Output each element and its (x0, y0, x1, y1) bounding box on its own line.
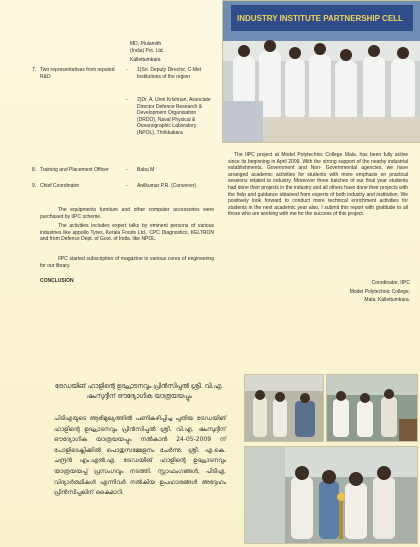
photo-image (223, 1, 420, 142)
member-company: (India) Pvt. Ltd. (130, 47, 164, 54)
list-label: Chief Coordinator (40, 183, 80, 189)
photo-image (327, 375, 417, 441)
list-number: 8. (32, 167, 37, 173)
conclusion-paragraph: The IIPC project at Model Polytechnic College Mala, has been fully active since its beginning in April 2009. With the strong support of the nearby industrial establishments, Government and Non- Governmental agencies, we have arranged academic activities for students with more emphasis on practical sessions related to industry. Moreover three batches of our final year students had done their projects in the industry and all others have done their projects with the help and guidance obtained from experts of both industry and institution. We positively look forward to conduct more technical enrichment activities for students in the next academic year also. I submit this report with gratitude to all those who are working with me for the success of this project. (228, 152, 408, 218)
photo-image (245, 447, 417, 543)
malayalam-body: പിടിഎയുടെ ആഭിമുഖ്യത്തിൽ പണികഴിപ്പിച്ച പുതിയ ട്രേഡയിങ് ഹാളിന്റെ ഉദ്ഘാടനവും പ്രിൻസിപ്പൽ ശ്രീ. വി.എ. ഷംസുദ്ദീന് ഔദ്യോഗിക യാത്രയയപ്പും നൽകാൻ 24-05-2009 ന് പോളിടെക്നിക്കിൽ പൊതുസമ്മേളനം ചേർന്നു. ശ്രീ. എ.കെ. ചന്ദ്രൻ എം.എൽ.എ. ട്രേഡയിങ് ഹാളിന്റെ ഉദ്ഘാടനവും യാത്രയയപ്പ് പ്രസംഗവും നടത്തി. സ്റ്റാഫംഗങ്ങൾ, പിടിഎ, വിദ്യാർത്ഥികൾ എന്നിവർ നൽകിയ ഉപഹാരങ്ങൾ അദ്ദേഹം പ്രിൻസിപ്പലിന് കൈമാറി. (54, 415, 226, 497)
list-label: Training and Placement Officer (40, 167, 109, 173)
paragraph: IIPC started subscription of magazine in various cores of engineering for our library. (40, 256, 214, 269)
photo-stage-1 (244, 374, 324, 442)
member-place: Kallettumkara (130, 57, 161, 64)
list-value: Babu M (137, 167, 155, 173)
signature-place: Mala, Kallettumkara. (364, 297, 410, 304)
banner-text: INDUSTRY INSTITUTE PARTNERSHIP CELL (237, 14, 403, 23)
signature-role: Coordinator, IIPC (371, 280, 410, 286)
list-value: 1)Sri. Deputy Director, C-Met Institutions of the region (137, 67, 202, 80)
list-number: 9. (32, 183, 37, 189)
list-number: 7. (32, 67, 37, 73)
photo-stage-2 (326, 374, 418, 442)
list-dash: - (126, 67, 128, 73)
signature-block (300, 280, 410, 304)
list-item-6-continued (130, 41, 164, 64)
list-dash: - (126, 97, 128, 103)
list-dash: - (126, 167, 128, 173)
paragraph: The activities includes expert talks by eminent persons of various industries like appollo Tyres, Kerala Foods Ltd., CPC Diagnostics, KELTRON and from Defence Dept. of Govt. of India, like NPOL. (40, 223, 214, 243)
event-photo-top (222, 0, 420, 143)
member-name: MD, Plulamith (130, 41, 162, 47)
photo-lamp-lighting (244, 446, 418, 544)
list-value: Anilkumar P.R. (Convener) (137, 183, 197, 189)
signature-college: Model Polytechnic College, (349, 288, 410, 295)
paragraph: The equipments furniture and other computer accessories were purchased by IIPC scheme. (40, 207, 214, 220)
list-dash: - (126, 183, 128, 189)
list-value: 2)Dr. A. Unni Krishnan, Associate Director Defence Research & Development Organisation (DRDO), Naval Physical & Oceanographic Laboratory (NPOL), Thrikkakara (137, 97, 211, 136)
photo-image (245, 375, 323, 441)
section-heading: CONCLUSION (40, 278, 74, 284)
list-label: Two representatives from reputed R&D (40, 67, 115, 80)
malayalam-heading: ട്രേഡയിങ് ഹാളിന്റെ ഉദ്ഘാടനവും പ്രിൻസിപ്പൽ ശ്രീ. വി.എ. ഷംസുദ്ദീന് ഔദ്യോഗിക യാത്രയയപ്പും (54, 383, 224, 400)
